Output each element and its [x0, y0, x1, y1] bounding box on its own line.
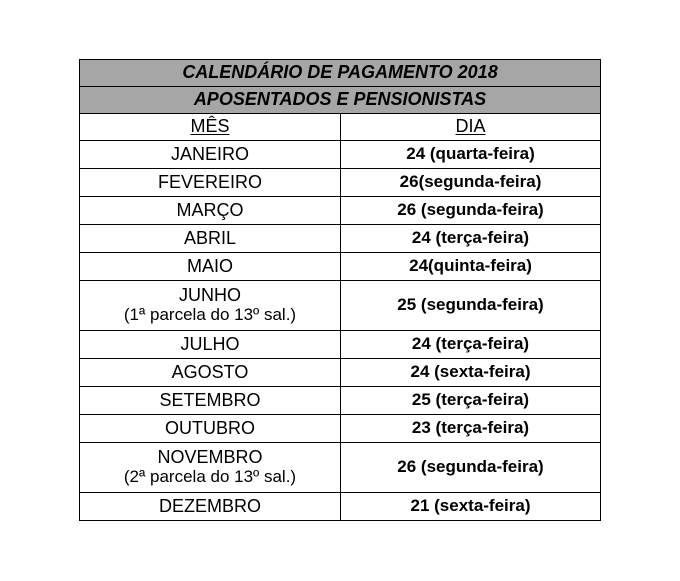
table-row — [80, 493, 601, 521]
month-cell — [80, 387, 341, 415]
month-cell — [80, 169, 341, 197]
month-name: JULHO — [180, 333, 240, 354]
month-cell — [80, 225, 341, 253]
table-row — [80, 331, 601, 359]
month-header: MÊS — [190, 116, 230, 137]
month-cell — [80, 493, 341, 521]
day-cell: 23 (terça-feira) — [341, 415, 601, 443]
table-title: CALENDÁRIO DE PAGAMENTO 2018 — [80, 60, 601, 87]
day-cell: 24 (terça-feira) — [341, 225, 601, 253]
calendar-body — [80, 60, 601, 521]
day-cell: 24 (quarta-feira) — [341, 141, 601, 169]
table-row — [80, 197, 601, 225]
month-name: OUTUBRO — [165, 417, 255, 438]
table-row — [80, 225, 601, 253]
title-row — [80, 60, 601, 87]
month-name: MARÇO — [176, 199, 244, 220]
payment-calendar-table — [79, 59, 601, 521]
month-name: JANEIRO — [170, 143, 249, 164]
table-row — [80, 253, 601, 281]
table-row — [80, 387, 601, 415]
month-header-cell — [80, 114, 341, 141]
month-cell — [80, 141, 341, 169]
day-cell: 25 (terça-feira) — [341, 387, 601, 415]
month-name: MAIO — [186, 255, 233, 276]
month-cell — [80, 253, 341, 281]
month-cell — [80, 281, 341, 331]
day-cell: 21 (sexta-feira) — [341, 493, 601, 521]
day-cell: 25 (segunda-feira) — [341, 281, 601, 331]
month-name: NOVEMBRO — [157, 447, 263, 468]
month-name: JUNHO — [179, 285, 241, 306]
table-row — [80, 443, 601, 493]
month-note: (1ª parcela do 13º sal.) — [123, 305, 297, 325]
day-cell: 26 (segunda-feira) — [341, 197, 601, 225]
table-row — [80, 169, 601, 197]
month-cell — [80, 415, 341, 443]
day-cell: 26(segunda-feira) — [341, 169, 601, 197]
month-name: DEZEMBRO — [158, 495, 261, 516]
day-cell: 24 (sexta-feira) — [341, 359, 601, 387]
table-row — [80, 359, 601, 387]
month-name: AGOSTO — [171, 361, 249, 382]
month-name: FEVEREIRO — [157, 171, 263, 192]
month-cell — [80, 359, 341, 387]
month-cell — [80, 443, 341, 493]
month-name: SETEMBRO — [159, 389, 261, 410]
month-cell — [80, 331, 341, 359]
day-cell: 24 (terça-feira) — [341, 331, 601, 359]
table-row — [80, 281, 601, 331]
month-name: ABRIL — [183, 227, 237, 248]
day-cell: 24(quinta-feira) — [341, 253, 601, 281]
table-subtitle: APOSENTADOS E PENSIONISTAS — [80, 87, 601, 114]
day-header-cell — [341, 114, 601, 141]
table-row — [80, 141, 601, 169]
subtitle-row — [80, 87, 601, 114]
table-row — [80, 415, 601, 443]
day-header: DIA — [455, 116, 486, 137]
day-cell: 26 (segunda-feira) — [341, 443, 601, 493]
month-cell — [80, 197, 341, 225]
month-note: (2ª parcela do 13º sal.) — [123, 467, 297, 487]
header-row — [80, 114, 601, 141]
